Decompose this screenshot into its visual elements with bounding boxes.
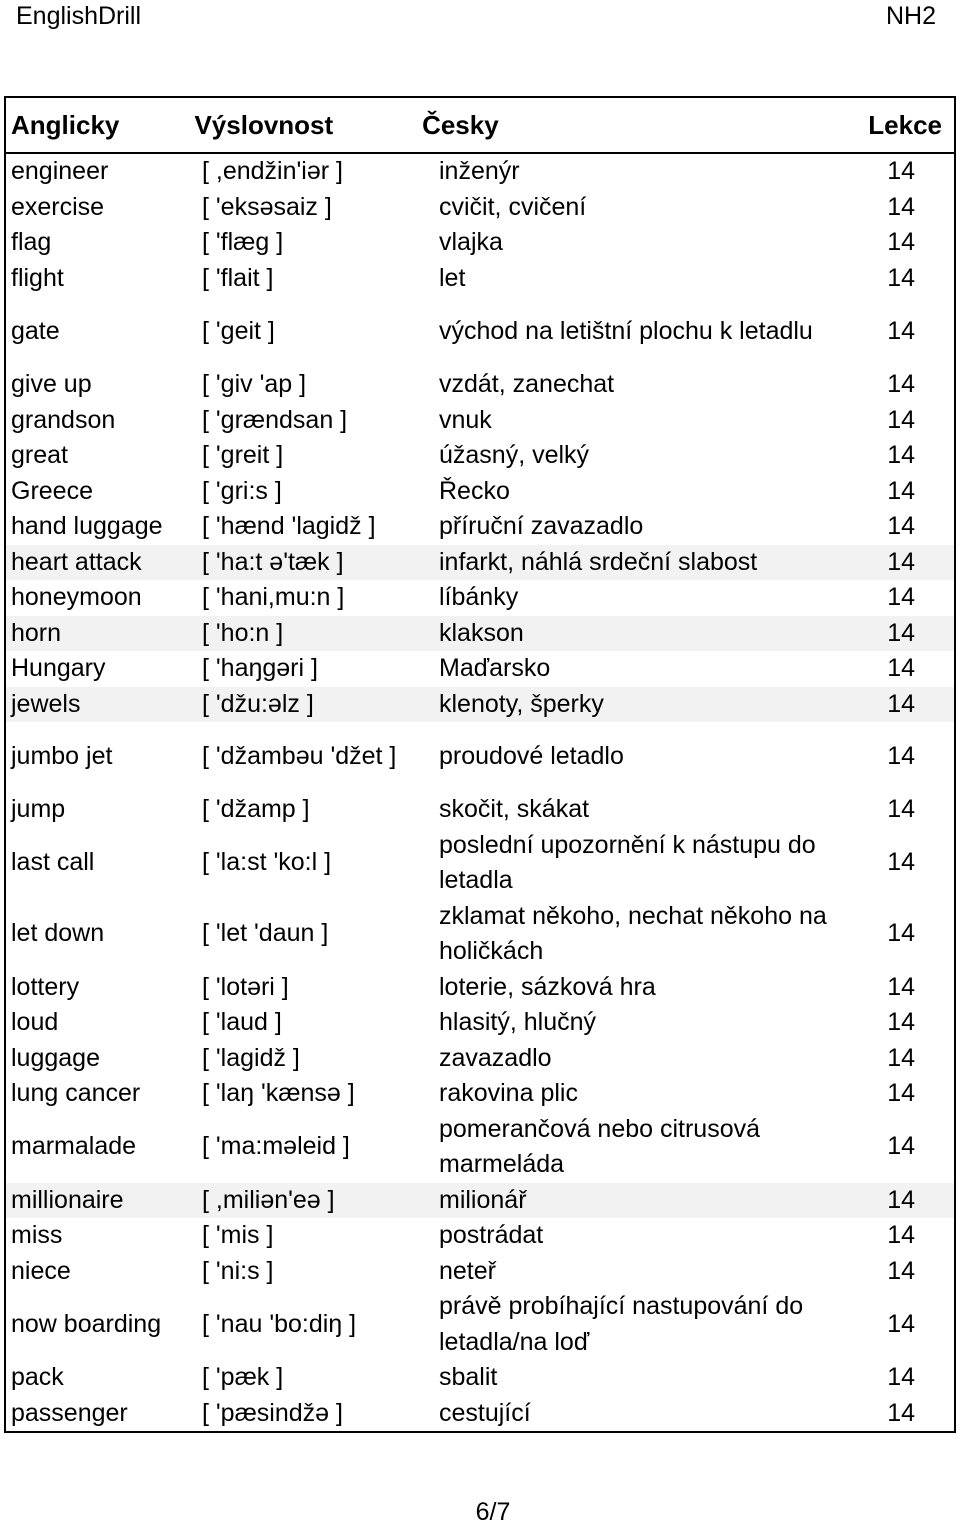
english-word: great: [11, 441, 68, 469]
pronunciation: [ 'ha:t ə'tæk ]: [202, 547, 344, 576]
column-header-english: Anglicky: [11, 109, 120, 140]
set-code: NH2: [885, 2, 936, 30]
pronunciation: [ 'haŋgəri ]: [202, 654, 318, 682]
pronunciation: [ 'flæg ]: [202, 228, 284, 256]
table-row: [6, 722, 954, 792]
table-row: [6, 1396, 954, 1432]
pronunciation: [ ,miliən'eə ]: [202, 1185, 335, 1214]
lesson-number: 14: [887, 192, 915, 221]
english-word: loud: [11, 1008, 59, 1036]
table-row: [6, 190, 954, 226]
table-row: [6, 296, 954, 367]
lesson-number: 14: [887, 618, 915, 647]
czech-translation: let: [439, 263, 466, 292]
czech-translation: líbánky: [439, 583, 519, 611]
table-row: [6, 651, 954, 687]
table-row: [6, 1183, 954, 1219]
lesson-number: 14: [887, 228, 915, 256]
czech-translation: inženýr: [439, 157, 520, 185]
english-word: luggage: [11, 1043, 100, 1072]
table-row: [6, 1041, 954, 1077]
pronunciation: [ 'hani,mu:n ]: [202, 583, 345, 611]
table-row: [6, 1360, 954, 1396]
lesson-number: 14: [887, 512, 915, 540]
czech-translation: loterie, sázková hra: [439, 972, 656, 1001]
english-word: let down: [11, 919, 105, 948]
lesson-number: 14: [887, 742, 915, 771]
pronunciation: [ 'hænd 'lagidž ]: [202, 512, 376, 540]
pronunciation: [ 'lagidž ]: [202, 1043, 300, 1072]
column-header-pronunciation: Výslovnost: [194, 109, 334, 140]
czech-translation: úžasný, velký: [439, 441, 590, 469]
lesson-number: 14: [887, 583, 915, 611]
english-word: give up: [11, 370, 92, 398]
english-word: hand luggage: [11, 512, 163, 540]
column-header-lesson: Lekce: [868, 109, 942, 140]
page-header: [0, 0, 960, 34]
lesson-number: 14: [887, 919, 915, 948]
pronunciation: [ 'džambəu 'džet ]: [202, 742, 397, 771]
english-word: jump: [11, 795, 66, 823]
english-word: flag: [11, 228, 52, 256]
czech-translation: zavazadlo: [439, 1043, 552, 1072]
pronunciation: [ 'greit ]: [202, 441, 284, 469]
pronunciation: [ 'la:st 'ko:l ]: [202, 848, 332, 877]
czech-translation: milionář: [439, 1185, 527, 1214]
czech-translation: poslední upozornění k nástupu do letadla: [439, 830, 816, 894]
english-word: millionaire: [11, 1185, 124, 1214]
table-row: [6, 1005, 954, 1041]
lesson-number: 14: [887, 1363, 915, 1391]
czech-translation: rakovina plic: [439, 1079, 578, 1107]
english-word: exercise: [11, 192, 105, 221]
table-row: [6, 225, 954, 261]
pronunciation: [ 'ma:məleid ]: [202, 1132, 350, 1161]
english-word: jewels: [11, 689, 81, 718]
lesson-number: 14: [887, 157, 915, 185]
lesson-number: 14: [887, 441, 915, 469]
table-row: [6, 261, 954, 297]
pronunciation: [ 'let 'daun ]: [202, 919, 329, 948]
lesson-number: 14: [887, 1398, 915, 1427]
czech-translation: vlajka: [439, 228, 503, 256]
pronunciation: [ 'džamp ]: [202, 795, 310, 823]
table-header-row: [6, 98, 954, 154]
czech-translation: skočit, skákat: [439, 795, 590, 823]
lesson-number: 14: [887, 1043, 915, 1072]
lesson-number: 14: [887, 1309, 915, 1338]
table-row: [6, 545, 954, 581]
pronunciation: [ 'giv 'ap ]: [202, 370, 307, 398]
table-row: [6, 474, 954, 510]
pronunciation: [ 'laud ]: [202, 1008, 282, 1036]
czech-translation: sbalit: [439, 1363, 498, 1391]
lesson-number: 14: [887, 689, 915, 718]
english-word: horn: [11, 618, 62, 647]
column-header-czech: Česky: [422, 109, 499, 140]
czech-translation: klakson: [439, 618, 524, 647]
table-row: [6, 616, 954, 652]
czech-translation: neteř: [439, 1256, 496, 1285]
lesson-number: 14: [887, 848, 915, 877]
table-row: [6, 687, 954, 723]
english-word: engineer: [11, 157, 109, 185]
czech-translation: hlasitý, hlučný: [439, 1008, 597, 1036]
czech-translation: pomerančová nebo citrusová marmeláda: [439, 1114, 761, 1178]
lesson-number: 14: [887, 316, 915, 345]
table-row: [6, 403, 954, 439]
table-row: [6, 1289, 954, 1360]
english-word: grandson: [11, 405, 116, 434]
czech-translation: Řecko: [439, 476, 510, 505]
lesson-number: 14: [887, 972, 915, 1001]
english-word: honeymoon: [11, 583, 142, 611]
table-row: [6, 970, 954, 1006]
pronunciation: [ 'mis ]: [202, 1221, 274, 1249]
lesson-number: 14: [887, 370, 915, 398]
pronunciation: [ 'grændsan ]: [202, 405, 348, 434]
lesson-number: 14: [887, 1256, 915, 1285]
table-row: [6, 792, 954, 828]
pronunciation: [ 'pæsindžə ]: [202, 1398, 343, 1427]
english-word: flight: [11, 263, 64, 292]
pronunciation: [ 'pæk ]: [202, 1363, 284, 1391]
czech-translation: klenoty, šperky: [439, 689, 604, 718]
app-title: EnglishDrill: [16, 2, 142, 30]
czech-translation: právě probíhající nastupování do letadla/na loď: [439, 1292, 804, 1356]
pronunciation: [ 'džu:əlz ]: [202, 689, 314, 718]
english-word: Greece: [11, 476, 93, 505]
pronunciation: [ 'flait ]: [202, 263, 274, 292]
lesson-number: 14: [887, 547, 915, 576]
pronunciation: [ 'laŋ 'kænsə ]: [202, 1079, 355, 1107]
lesson-number: 14: [887, 1079, 915, 1107]
english-word: pack: [11, 1363, 64, 1391]
pronunciation: [ ,endžin'iər ]: [202, 157, 343, 185]
english-word: lottery: [11, 972, 80, 1001]
table-row: [6, 438, 954, 474]
czech-translation: východ na letištní plochu k letadlu: [439, 316, 813, 345]
lesson-number: 14: [887, 1008, 915, 1036]
english-word: passenger: [11, 1398, 128, 1427]
table-row: [6, 1254, 954, 1290]
table-row: [6, 828, 954, 899]
english-word: marmalade: [11, 1132, 137, 1161]
english-word: heart attack: [11, 547, 142, 576]
czech-translation: vnuk: [439, 405, 492, 434]
czech-translation: postrádat: [439, 1221, 544, 1249]
czech-translation: Maďarsko: [439, 654, 551, 682]
czech-translation: cvičit, cvičení: [439, 192, 587, 221]
lesson-number: 14: [887, 1221, 915, 1249]
pronunciation: [ 'geit ]: [202, 316, 275, 345]
czech-translation: proudové letadlo: [439, 742, 624, 771]
pronunciation: [ 'lotəri ]: [202, 972, 289, 1001]
lesson-number: 14: [887, 405, 915, 434]
pronunciation: [ 'ni:s ]: [202, 1256, 274, 1285]
table-row: [6, 1076, 954, 1112]
lesson-number: 14: [887, 1185, 915, 1214]
table-row: [6, 1218, 954, 1254]
english-word: Hungary: [11, 654, 106, 682]
table-row: [6, 509, 954, 545]
table-row: [6, 154, 954, 190]
table-row: [6, 580, 954, 616]
czech-translation: zklamat někoho, nechat někoho na holičkách: [439, 901, 827, 965]
lesson-number: 14: [887, 263, 915, 292]
czech-translation: infarkt, náhlá srdeční slabost: [439, 547, 758, 576]
table-row: [6, 1112, 954, 1183]
pronunciation: [ 'eksəsaiz ]: [202, 192, 332, 221]
english-word: gate: [11, 316, 60, 345]
lesson-number: 14: [887, 795, 915, 823]
pronunciation: [ 'ho:n ]: [202, 618, 284, 647]
pronunciation: [ 'nau 'bo:diŋ ]: [202, 1309, 357, 1338]
table-row: [6, 899, 954, 970]
czech-translation: příruční zavazadlo: [439, 512, 644, 540]
english-word: niece: [11, 1256, 71, 1285]
lesson-number: 14: [887, 654, 915, 682]
english-word: now boarding: [11, 1309, 162, 1338]
pronunciation: [ 'gri:s ]: [202, 476, 282, 505]
vocabulary-table: [4, 96, 956, 1433]
english-word: jumbo jet: [11, 742, 113, 771]
lesson-number: 14: [887, 1132, 915, 1161]
english-word: miss: [11, 1221, 63, 1249]
table-row: [6, 367, 954, 403]
page-number: 6/7: [475, 1498, 511, 1526]
english-word: last call: [11, 848, 95, 877]
czech-translation: vzdát, zanechat: [439, 370, 615, 398]
czech-translation: cestující: [439, 1398, 531, 1427]
english-word: lung cancer: [11, 1079, 141, 1107]
lesson-number: 14: [887, 476, 915, 505]
